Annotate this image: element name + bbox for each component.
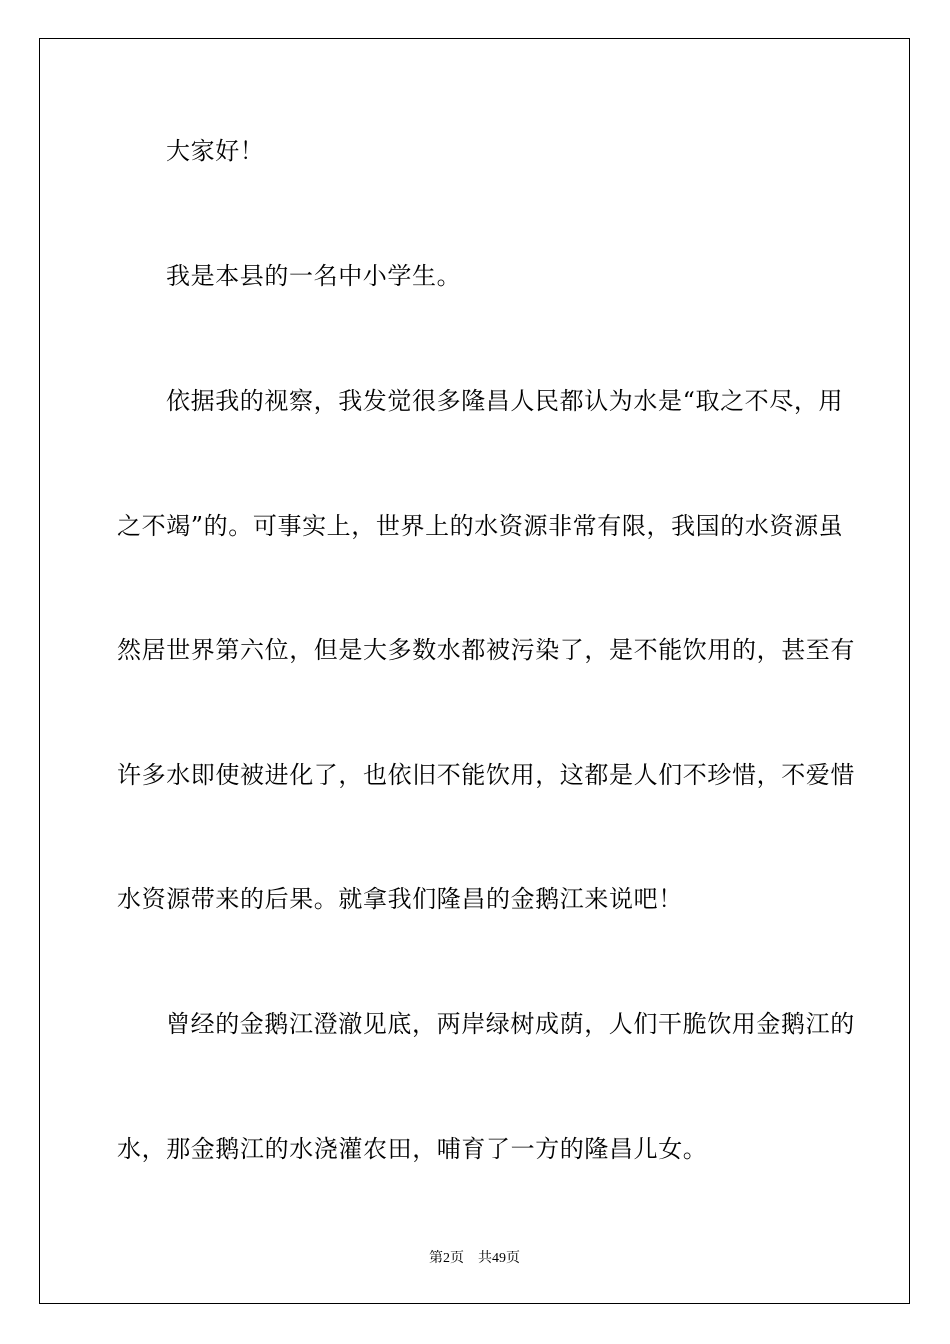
document-page bbox=[39, 38, 910, 1304]
text-line: 水，那金鹅江的水浇灌农田，哺育了一方的隆昌儿女。 bbox=[117, 1135, 708, 1163]
text-line: 大家好！ bbox=[166, 137, 265, 165]
text-line: 曾经的金鹅江澄澈见底，两岸绿树成荫，人们干脆饮用金鹅江的 bbox=[166, 1010, 855, 1038]
text-line: 之不竭”的。可事实上，世界上的水资源非常有限，我国的水资源虽 bbox=[117, 512, 844, 540]
text-line: 依据我的视察，我发觉很多隆昌人民都认为水是“取之不尽，用 bbox=[166, 387, 844, 415]
page-number: 第2页 共49页 bbox=[429, 1251, 520, 1266]
text-line: 水资源带来的后果。就拿我们隆昌的金鹅江来说吧！ bbox=[117, 885, 683, 913]
text-line: 我是本县的一名中小学生。 bbox=[166, 262, 462, 290]
text-line: 许多水即使被进化了，也依旧不能饮用，这都是人们不珍惜，不爱惜 bbox=[117, 761, 855, 789]
text-line: 然居世界第六位，但是大多数水都被污染了，是不能饮用的，甚至有 bbox=[117, 636, 855, 664]
